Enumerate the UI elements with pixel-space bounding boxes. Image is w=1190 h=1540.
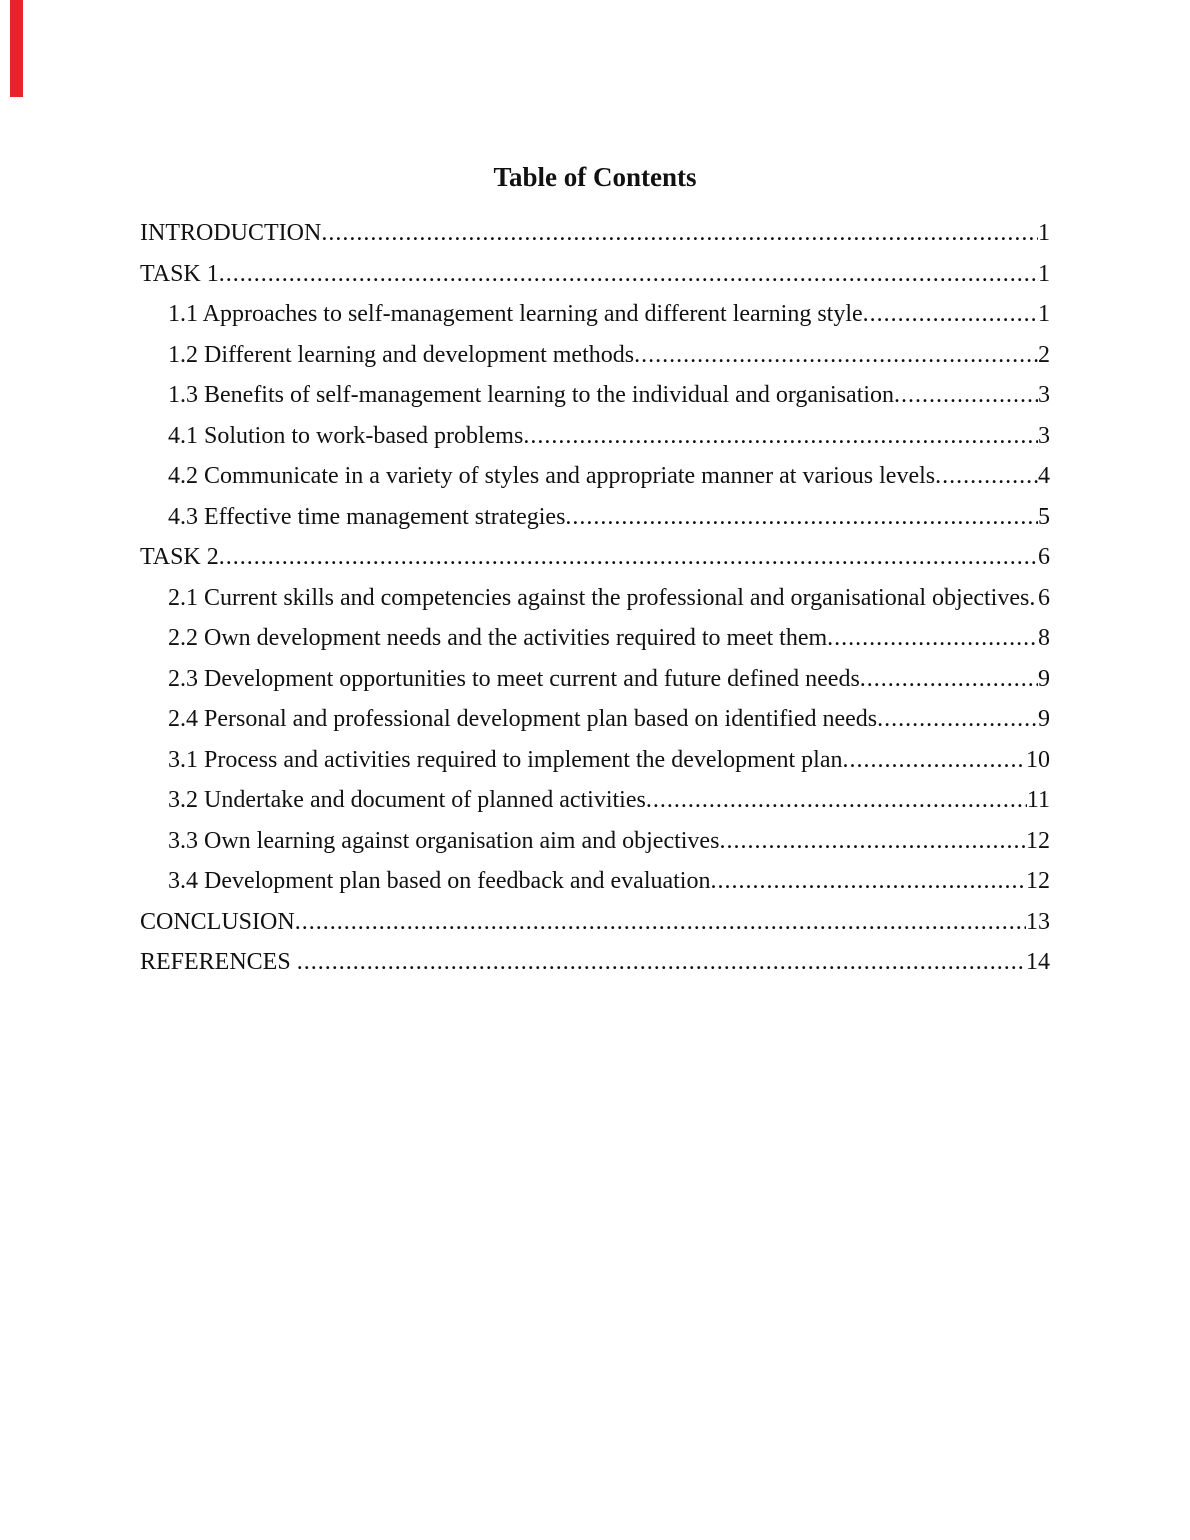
document-body [0,161,1190,983]
toc-entry-label: INTRODUCTION [140,220,322,246]
toc-page-number: 8 [1038,625,1050,651]
toc-dot-leader [634,335,1038,376]
table-of-contents [140,213,1050,983]
toc-page-number: 6 [1038,584,1050,611]
toc-entry [140,902,1050,943]
toc-dot-leader [219,537,1038,578]
toc-page-number: 3 [1038,422,1050,449]
toc-page-number: 1 [1038,220,1050,246]
toc-entry-label: 4.2 Communicate in a variety of styles and appropriate manner at various levels [168,463,936,489]
toc-page-number: 11 [1026,787,1050,813]
toc-entry [140,659,1050,700]
toc-entry-label: 1.1 Approaches to self-management learning and different learning style [168,301,863,327]
toc-entry-label: 2.3 Development opportunities to meet current and future defined needs [168,665,860,692]
toc-entry [140,213,1050,254]
toc-page-number: 9 [1038,665,1050,692]
toc-dot-leader [935,456,1038,497]
toc-page-number: 4 [1038,463,1050,489]
toc-dot-leader [1029,578,1038,619]
toc-dot-leader [863,294,1038,335]
toc-entry [140,294,1050,335]
toc-entry-label: REFERENCES [140,949,297,975]
toc-dot-leader [646,780,1027,821]
toc-page-number: 10 [1026,746,1050,773]
toc-entry [140,780,1050,821]
toc-page-number: 14 [1026,949,1050,975]
toc-page-number: 13 [1026,908,1050,935]
toc-dot-leader [842,740,1026,781]
toc-entry-label: 1.2 Different learning and development methods [168,341,635,368]
toc-entry [140,375,1050,416]
toc-page-number: 2 [1038,341,1050,368]
toc-entry [140,699,1050,740]
toc-dot-leader [565,497,1038,538]
toc-dot-leader [860,659,1038,700]
toc-entry-label: 1.3 Benefits of self-management learning to the individual and organisation [168,382,895,408]
toc-entry-label: 3.2 Undertake and document of planned activities [168,787,646,813]
toc-entry [140,456,1050,497]
toc-entry [140,740,1050,781]
toc-entry-label: CONCLUSION [140,908,295,935]
toc-entry-label: 2.1 Current skills and competencies against the professional and organisational objectives [168,584,1030,611]
toc-entry-label: TASK 2 [140,544,219,570]
toc-entry-label: TASK 1 [140,260,219,287]
toc-dot-leader [297,942,1026,983]
toc-page-number: 9 [1038,706,1050,732]
toc-page-number: 5 [1038,503,1050,530]
toc-entry-label: 2.4 Personal and professional development plan based on identified needs [168,706,878,732]
toc-dot-leader [877,699,1038,740]
toc-dot-leader [295,902,1026,943]
toc-page-number: 1 [1038,301,1050,327]
toc-dot-leader [719,821,1026,862]
toc-dot-leader [894,375,1038,416]
toc-dot-leader [710,861,1026,902]
toc-entry [140,861,1050,902]
toc-page-number: 1 [1038,260,1050,287]
toc-entry-label: 4.1 Solution to work-based problems [168,422,524,449]
toc-entry-label: 3.1 Process and activities required to implement the development plan [168,746,843,773]
toc-page-number: 3 [1038,382,1050,408]
toc-entry [140,416,1050,457]
toc-entry-label: 4.3 Effective time management strategies [168,503,566,530]
toc-entry-label: 3.3 Own learning against organisation aim and objectives [168,827,720,854]
toc-dot-leader [219,254,1038,295]
toc-entry-label: 3.4 Development plan based on feedback and evaluation [168,868,711,894]
toc-entry [140,537,1050,578]
toc-entry [140,942,1050,983]
toc-entry [140,821,1050,862]
toc-entry [140,618,1050,659]
bookmark-ribbon-icon [10,0,23,97]
toc-entry-label: 2.2 Own development needs and the activities required to meet them [168,625,828,651]
toc-dot-leader [321,213,1038,254]
toc-dot-leader [523,416,1038,457]
toc-page-number: 6 [1038,544,1050,570]
toc-page-number: 12 [1026,827,1050,854]
toc-entry [140,254,1050,295]
toc-entry [140,335,1050,376]
toc-entry [140,497,1050,538]
toc-page-number: 12 [1026,868,1050,894]
page-title: Table of Contents [493,162,697,192]
toc-entry [140,578,1050,619]
toc-dot-leader [827,618,1038,659]
